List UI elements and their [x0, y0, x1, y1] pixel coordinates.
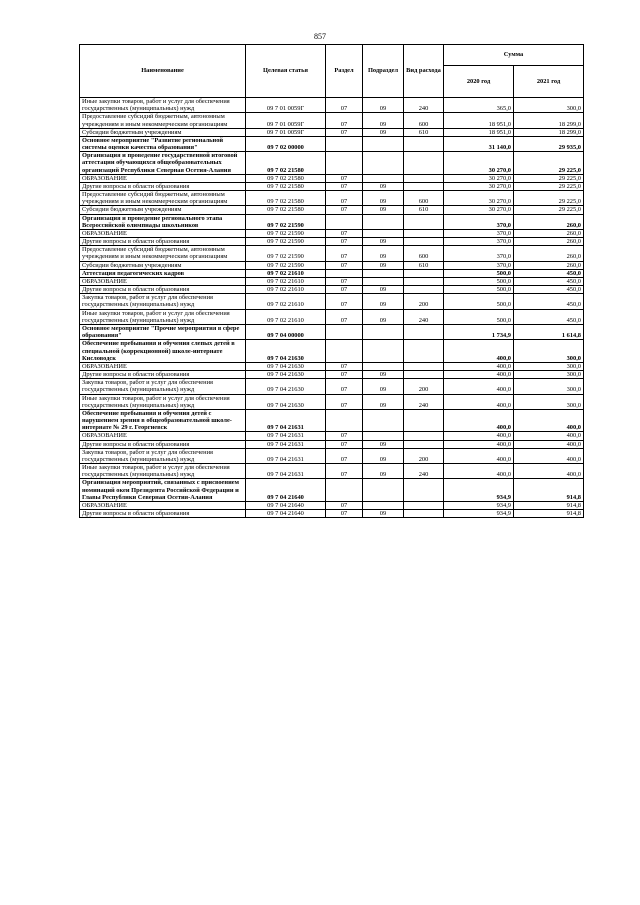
table-row [80, 432, 584, 440]
table-row [80, 379, 584, 394]
cell-2020: 30 270,0 [444, 152, 514, 175]
cell-2021: 400,0 [514, 448, 584, 463]
cell-subsection [363, 340, 404, 363]
cell-section: 07 [326, 432, 363, 440]
table-row [80, 440, 584, 448]
cell-expense-type: 610 [404, 261, 444, 269]
cell-2021: 300,0 [514, 98, 584, 113]
cell-target: 09 7 04 21640 [246, 510, 326, 518]
table-row [80, 464, 584, 479]
table-row [80, 113, 584, 128]
cell-2021: 400,0 [514, 464, 584, 479]
cell-section: 07 [326, 182, 363, 190]
cell-2020: 400,0 [444, 448, 514, 463]
cell-target: 09 7 02 21580 [246, 206, 326, 214]
cell-expense-type: 600 [404, 191, 444, 206]
cell-2020: 400,0 [444, 379, 514, 394]
budget-table [79, 44, 584, 518]
cell-name: Субсидии бюджетным учреждениям [80, 128, 246, 136]
cell-target: 09 7 01 0059Г [246, 113, 326, 128]
cell-2021: 260,0 [514, 229, 584, 237]
table-row [80, 214, 584, 229]
cell-subsection [363, 152, 404, 175]
cell-target: 09 7 02 21580 [246, 182, 326, 190]
table-row [80, 479, 584, 502]
cell-name: Организация мероприятий, связанных с присвоением номинаций океи Президента Российской Федерации и Главы Республики Северная Осетия-Алания [80, 479, 246, 502]
table-row [80, 174, 584, 182]
cell-2021: 29 935,0 [514, 136, 584, 151]
cell-section [326, 479, 363, 502]
cell-subsection: 09 [363, 510, 404, 518]
cell-2021: 29 225,0 [514, 206, 584, 214]
cell-2021: 400,0 [514, 432, 584, 440]
table-row [80, 277, 584, 285]
cell-2021: 450,0 [514, 309, 584, 324]
cell-2020: 31 140,0 [444, 136, 514, 151]
cell-expense-type [404, 362, 444, 370]
cell-subsection [363, 362, 404, 370]
cell-target: 09 7 02 21580 [246, 174, 326, 182]
cell-subsection [363, 229, 404, 237]
cell-subsection: 09 [363, 448, 404, 463]
cell-subsection [363, 324, 404, 339]
cell-2021: 29 225,0 [514, 152, 584, 175]
cell-2021: 300,0 [514, 340, 584, 363]
cell-section: 07 [326, 371, 363, 379]
cell-2021: 29 225,0 [514, 191, 584, 206]
cell-name: Обеспечение пребывания и обучения слепых детей в специальной (коррекционной) школе-интернате Кисловодск [80, 340, 246, 363]
cell-section: 07 [326, 128, 363, 136]
table-row [80, 340, 584, 363]
cell-section: 07 [326, 448, 363, 463]
cell-target: 09 7 02 21580 [246, 191, 326, 206]
table-row [80, 229, 584, 237]
cell-target: 09 7 04 00000 [246, 324, 326, 339]
table-row [80, 286, 584, 294]
table-row [80, 362, 584, 370]
cell-section: 07 [326, 501, 363, 509]
cell-2021: 914,8 [514, 510, 584, 518]
cell-2020: 400,0 [444, 371, 514, 379]
cell-expense-type [404, 324, 444, 339]
cell-2020: 370,0 [444, 246, 514, 261]
cell-name: Субсидии бюджетным учреждениям [80, 261, 246, 269]
cell-name: Закупка товаров, работ и услуг для обеспечения государственных (муниципальных) нужд [80, 448, 246, 463]
cell-expense-type: 240 [404, 309, 444, 324]
cell-2021: 400,0 [514, 409, 584, 432]
cell-target: 09 7 04 21631 [246, 464, 326, 479]
cell-expense-type [404, 277, 444, 285]
table-row [80, 448, 584, 463]
cell-subsection: 09 [363, 309, 404, 324]
cell-target: 09 7 04 21640 [246, 501, 326, 509]
cell-subsection: 09 [363, 191, 404, 206]
cell-target: 09 7 02 21590 [246, 238, 326, 246]
cell-name: Другие вопросы в области образования [80, 238, 246, 246]
cell-section: 07 [326, 238, 363, 246]
table-row [80, 324, 584, 339]
cell-expense-type [404, 229, 444, 237]
table-row [80, 371, 584, 379]
cell-target: 09 7 04 21630 [246, 340, 326, 363]
cell-2020: 400,0 [444, 464, 514, 479]
cell-subsection [363, 479, 404, 502]
cell-subsection: 09 [363, 371, 404, 379]
cell-subsection: 09 [363, 286, 404, 294]
cell-name: Обеспечение пребывания и обучения детей с нарушением зрения в общеобразовательной школе-интернате № 29 г. Георгиевск [80, 409, 246, 432]
cell-name: Закупка товаров, работ и услуг для обеспечения государственных (муниципальных) нужд [80, 379, 246, 394]
table-row [80, 394, 584, 409]
cell-subsection: 09 [363, 440, 404, 448]
cell-name: Субсидии бюджетным учреждениям [80, 206, 246, 214]
cell-name: Иные закупки товаров, работ и услуг для обеспечения государственных (муниципальных) нужд [80, 464, 246, 479]
cell-name: ОБРАЗОВАНИЕ [80, 229, 246, 237]
cell-subsection: 09 [363, 206, 404, 214]
table-row [80, 246, 584, 261]
cell-2020: 400,0 [444, 362, 514, 370]
cell-2020: 500,0 [444, 286, 514, 294]
cell-target: 09 7 02 21590 [246, 261, 326, 269]
table-row [80, 294, 584, 309]
cell-target: 09 7 04 21630 [246, 371, 326, 379]
cell-name: Иные закупки товаров, работ и услуг для обеспечения государственных (муниципальных) нужд [80, 98, 246, 113]
cell-name: Другие вопросы в области образования [80, 371, 246, 379]
cell-name: Организация и проведение регионального этапа Всероссийской олимпиады школьников [80, 214, 246, 229]
cell-target: 09 7 01 0059Г [246, 98, 326, 113]
table-row [80, 182, 584, 190]
cell-2020: 400,0 [444, 432, 514, 440]
cell-subsection [363, 277, 404, 285]
cell-2020: 400,0 [444, 340, 514, 363]
cell-2020: 500,0 [444, 269, 514, 277]
cell-section: 07 [326, 379, 363, 394]
cell-section [326, 214, 363, 229]
cell-target: 09 7 04 21640 [246, 479, 326, 502]
cell-subsection [363, 214, 404, 229]
cell-2021: 450,0 [514, 269, 584, 277]
cell-expense-type [404, 214, 444, 229]
cell-name: ОБРАЗОВАНИЕ [80, 174, 246, 182]
cell-2020: 18 951,0 [444, 113, 514, 128]
cell-target: 09 7 01 0059Г [246, 128, 326, 136]
cell-2020: 934,9 [444, 501, 514, 509]
cell-subsection: 09 [363, 261, 404, 269]
cell-2021: 300,0 [514, 362, 584, 370]
cell-section [326, 324, 363, 339]
page-number: 857 [314, 32, 326, 41]
cell-expense-type: 200 [404, 294, 444, 309]
cell-section: 07 [326, 246, 363, 261]
table-row [80, 191, 584, 206]
table-row [80, 510, 584, 518]
cell-2020: 30 270,0 [444, 182, 514, 190]
cell-2020: 365,0 [444, 98, 514, 113]
table-row [80, 136, 584, 151]
cell-subsection: 09 [363, 246, 404, 261]
table-row [80, 261, 584, 269]
cell-expense-type [404, 136, 444, 151]
cell-2021: 260,0 [514, 214, 584, 229]
cell-target: 09 7 02 21590 [246, 214, 326, 229]
cell-2021: 18 299,0 [514, 113, 584, 128]
header-target: Целевая статья [246, 45, 326, 98]
cell-target: 09 7 02 00000 [246, 136, 326, 151]
cell-name: ОБРАЗОВАНИЕ [80, 432, 246, 440]
cell-name: Предоставление субсидий бюджетным, автономным учреждениям и иным некоммерческим организациям [80, 191, 246, 206]
cell-section: 07 [326, 362, 363, 370]
cell-expense-type [404, 182, 444, 190]
cell-section: 07 [326, 286, 363, 294]
cell-section: 07 [326, 98, 363, 113]
cell-section: 07 [326, 174, 363, 182]
cell-subsection: 09 [363, 379, 404, 394]
cell-target: 09 7 02 21610 [246, 309, 326, 324]
cell-subsection [363, 136, 404, 151]
cell-section [326, 136, 363, 151]
cell-expense-type: 600 [404, 113, 444, 128]
cell-expense-type: 600 [404, 246, 444, 261]
cell-2021: 450,0 [514, 277, 584, 285]
cell-target: 09 7 04 21630 [246, 394, 326, 409]
cell-section: 07 [326, 261, 363, 269]
cell-expense-type: 240 [404, 394, 444, 409]
cell-subsection: 09 [363, 98, 404, 113]
cell-target: 09 7 04 21630 [246, 379, 326, 394]
cell-subsection [363, 269, 404, 277]
cell-section [326, 409, 363, 432]
cell-expense-type: 200 [404, 448, 444, 463]
cell-2021: 1 614,8 [514, 324, 584, 339]
header-name: Наименование [80, 45, 246, 98]
cell-2021: 18 299,0 [514, 128, 584, 136]
cell-2020: 400,0 [444, 394, 514, 409]
cell-subsection: 09 [363, 182, 404, 190]
cell-2021: 300,0 [514, 379, 584, 394]
cell-2021: 29 225,0 [514, 182, 584, 190]
cell-2021: 450,0 [514, 286, 584, 294]
cell-section: 07 [326, 294, 363, 309]
cell-section: 07 [326, 229, 363, 237]
cell-expense-type [404, 371, 444, 379]
cell-target: 09 7 04 21631 [246, 440, 326, 448]
cell-name: Основное мероприятие "Развитие региональной системы оценки качества образования" [80, 136, 246, 151]
cell-expense-type: 200 [404, 379, 444, 394]
cell-target: 09 7 02 21610 [246, 277, 326, 285]
cell-section: 07 [326, 394, 363, 409]
cell-expense-type [404, 510, 444, 518]
header-expense-type: Вид расхода [404, 45, 444, 98]
cell-section: 07 [326, 206, 363, 214]
cell-2020: 370,0 [444, 261, 514, 269]
cell-section: 07 [326, 510, 363, 518]
cell-subsection: 09 [363, 128, 404, 136]
cell-name: Предоставление субсидий бюджетным, автономным учреждениям и иным некоммерческим организациям [80, 246, 246, 261]
cell-2021: 260,0 [514, 246, 584, 261]
table-row [80, 238, 584, 246]
cell-expense-type [404, 152, 444, 175]
cell-2021: 300,0 [514, 394, 584, 409]
table-row [80, 269, 584, 277]
cell-target: 09 7 02 21610 [246, 294, 326, 309]
cell-subsection [363, 501, 404, 509]
cell-target: 09 7 04 21631 [246, 448, 326, 463]
cell-target: 09 7 02 21590 [246, 229, 326, 237]
cell-subsection [363, 409, 404, 432]
cell-2020: 934,9 [444, 510, 514, 518]
cell-name: Закупка товаров, работ и услуг для обеспечения государственных (муниципальных) нужд [80, 294, 246, 309]
cell-2020: 400,0 [444, 409, 514, 432]
cell-2021: 914,8 [514, 501, 584, 509]
cell-name: ОБРАЗОВАНИЕ [80, 362, 246, 370]
cell-2020: 500,0 [444, 309, 514, 324]
cell-name: Предоставление субсидий бюджетным, автономным учреждениям и иным некоммерческим организациям [80, 113, 246, 128]
table-row [80, 98, 584, 113]
cell-subsection: 09 [363, 113, 404, 128]
cell-section: 07 [326, 464, 363, 479]
cell-2020: 370,0 [444, 229, 514, 237]
cell-section [326, 152, 363, 175]
cell-name: ОБРАЗОВАНИЕ [80, 501, 246, 509]
cell-expense-type: 240 [404, 464, 444, 479]
table-row [80, 152, 584, 175]
cell-subsection: 09 [363, 238, 404, 246]
cell-expense-type [404, 174, 444, 182]
cell-section [326, 269, 363, 277]
cell-2021: 450,0 [514, 294, 584, 309]
cell-subsection: 09 [363, 294, 404, 309]
cell-name: Основное мероприятие "Прочие мероприятия в сфере образования" [80, 324, 246, 339]
cell-subsection [363, 432, 404, 440]
cell-name: Аттестация педагогических кадров [80, 269, 246, 277]
cell-name: Другие вопросы в области образования [80, 440, 246, 448]
cell-subsection: 09 [363, 464, 404, 479]
cell-2020: 370,0 [444, 214, 514, 229]
table-row [80, 309, 584, 324]
cell-2021: 300,0 [514, 371, 584, 379]
cell-target: 09 7 02 21590 [246, 246, 326, 261]
cell-2020: 370,0 [444, 238, 514, 246]
cell-2020: 18 951,0 [444, 128, 514, 136]
cell-expense-type: 610 [404, 128, 444, 136]
cell-section: 07 [326, 277, 363, 285]
cell-expense-type [404, 238, 444, 246]
cell-target: 09 7 02 21580 [246, 152, 326, 175]
cell-section: 07 [326, 440, 363, 448]
cell-expense-type: 610 [404, 206, 444, 214]
header-sum: Сумма [444, 45, 584, 66]
cell-2020: 500,0 [444, 294, 514, 309]
cell-target: 09 7 04 21631 [246, 409, 326, 432]
cell-name: Другие вопросы в области образования [80, 286, 246, 294]
cell-2020: 30 270,0 [444, 206, 514, 214]
cell-2021: 400,0 [514, 440, 584, 448]
cell-section [326, 340, 363, 363]
table-row [80, 409, 584, 432]
table-body [80, 98, 584, 518]
cell-expense-type [404, 501, 444, 509]
cell-2021: 29 225,0 [514, 174, 584, 182]
cell-name: Иные закупки товаров, работ и услуг для обеспечения государственных (муниципальных) нужд [80, 309, 246, 324]
cell-name: Организация и проведение государственной итоговой аттестации обучающихся общеобразовательных организаций Республики Северная Осетия-Алания [80, 152, 246, 175]
cell-2020: 30 270,0 [444, 191, 514, 206]
header-section: Раздел [326, 45, 363, 98]
cell-section: 07 [326, 309, 363, 324]
cell-subsection [363, 174, 404, 182]
cell-expense-type: 240 [404, 98, 444, 113]
cell-expense-type [404, 286, 444, 294]
table-row [80, 128, 584, 136]
cell-target: 09 7 02 21610 [246, 269, 326, 277]
cell-2020: 400,0 [444, 440, 514, 448]
header-subsection: Подраздел [363, 45, 404, 98]
cell-expense-type [404, 340, 444, 363]
header-2020: 2020 год [444, 66, 514, 98]
cell-target: 09 7 04 21630 [246, 362, 326, 370]
cell-section: 07 [326, 113, 363, 128]
cell-2020: 30 270,0 [444, 174, 514, 182]
cell-target: 09 7 04 21631 [246, 432, 326, 440]
cell-name: ОБРАЗОВАНИЕ [80, 277, 246, 285]
cell-name: Другие вопросы в области образования [80, 510, 246, 518]
header-2021: 2021 год [514, 66, 584, 98]
cell-subsection: 09 [363, 394, 404, 409]
cell-2021: 914,8 [514, 479, 584, 502]
cell-expense-type [404, 269, 444, 277]
cell-2021: 260,0 [514, 238, 584, 246]
cell-section: 07 [326, 191, 363, 206]
cell-expense-type [404, 409, 444, 432]
table-row [80, 501, 584, 509]
cell-expense-type [404, 440, 444, 448]
cell-2020: 500,0 [444, 277, 514, 285]
cell-2020: 1 734,9 [444, 324, 514, 339]
cell-2021: 260,0 [514, 261, 584, 269]
table-row [80, 206, 584, 214]
cell-name: Другие вопросы в области образования [80, 182, 246, 190]
cell-expense-type [404, 479, 444, 502]
cell-name: Иные закупки товаров, работ и услуг для обеспечения государственных (муниципальных) нужд [80, 394, 246, 409]
cell-expense-type [404, 432, 444, 440]
cell-2020: 934,9 [444, 479, 514, 502]
cell-target: 09 7 02 21610 [246, 286, 326, 294]
